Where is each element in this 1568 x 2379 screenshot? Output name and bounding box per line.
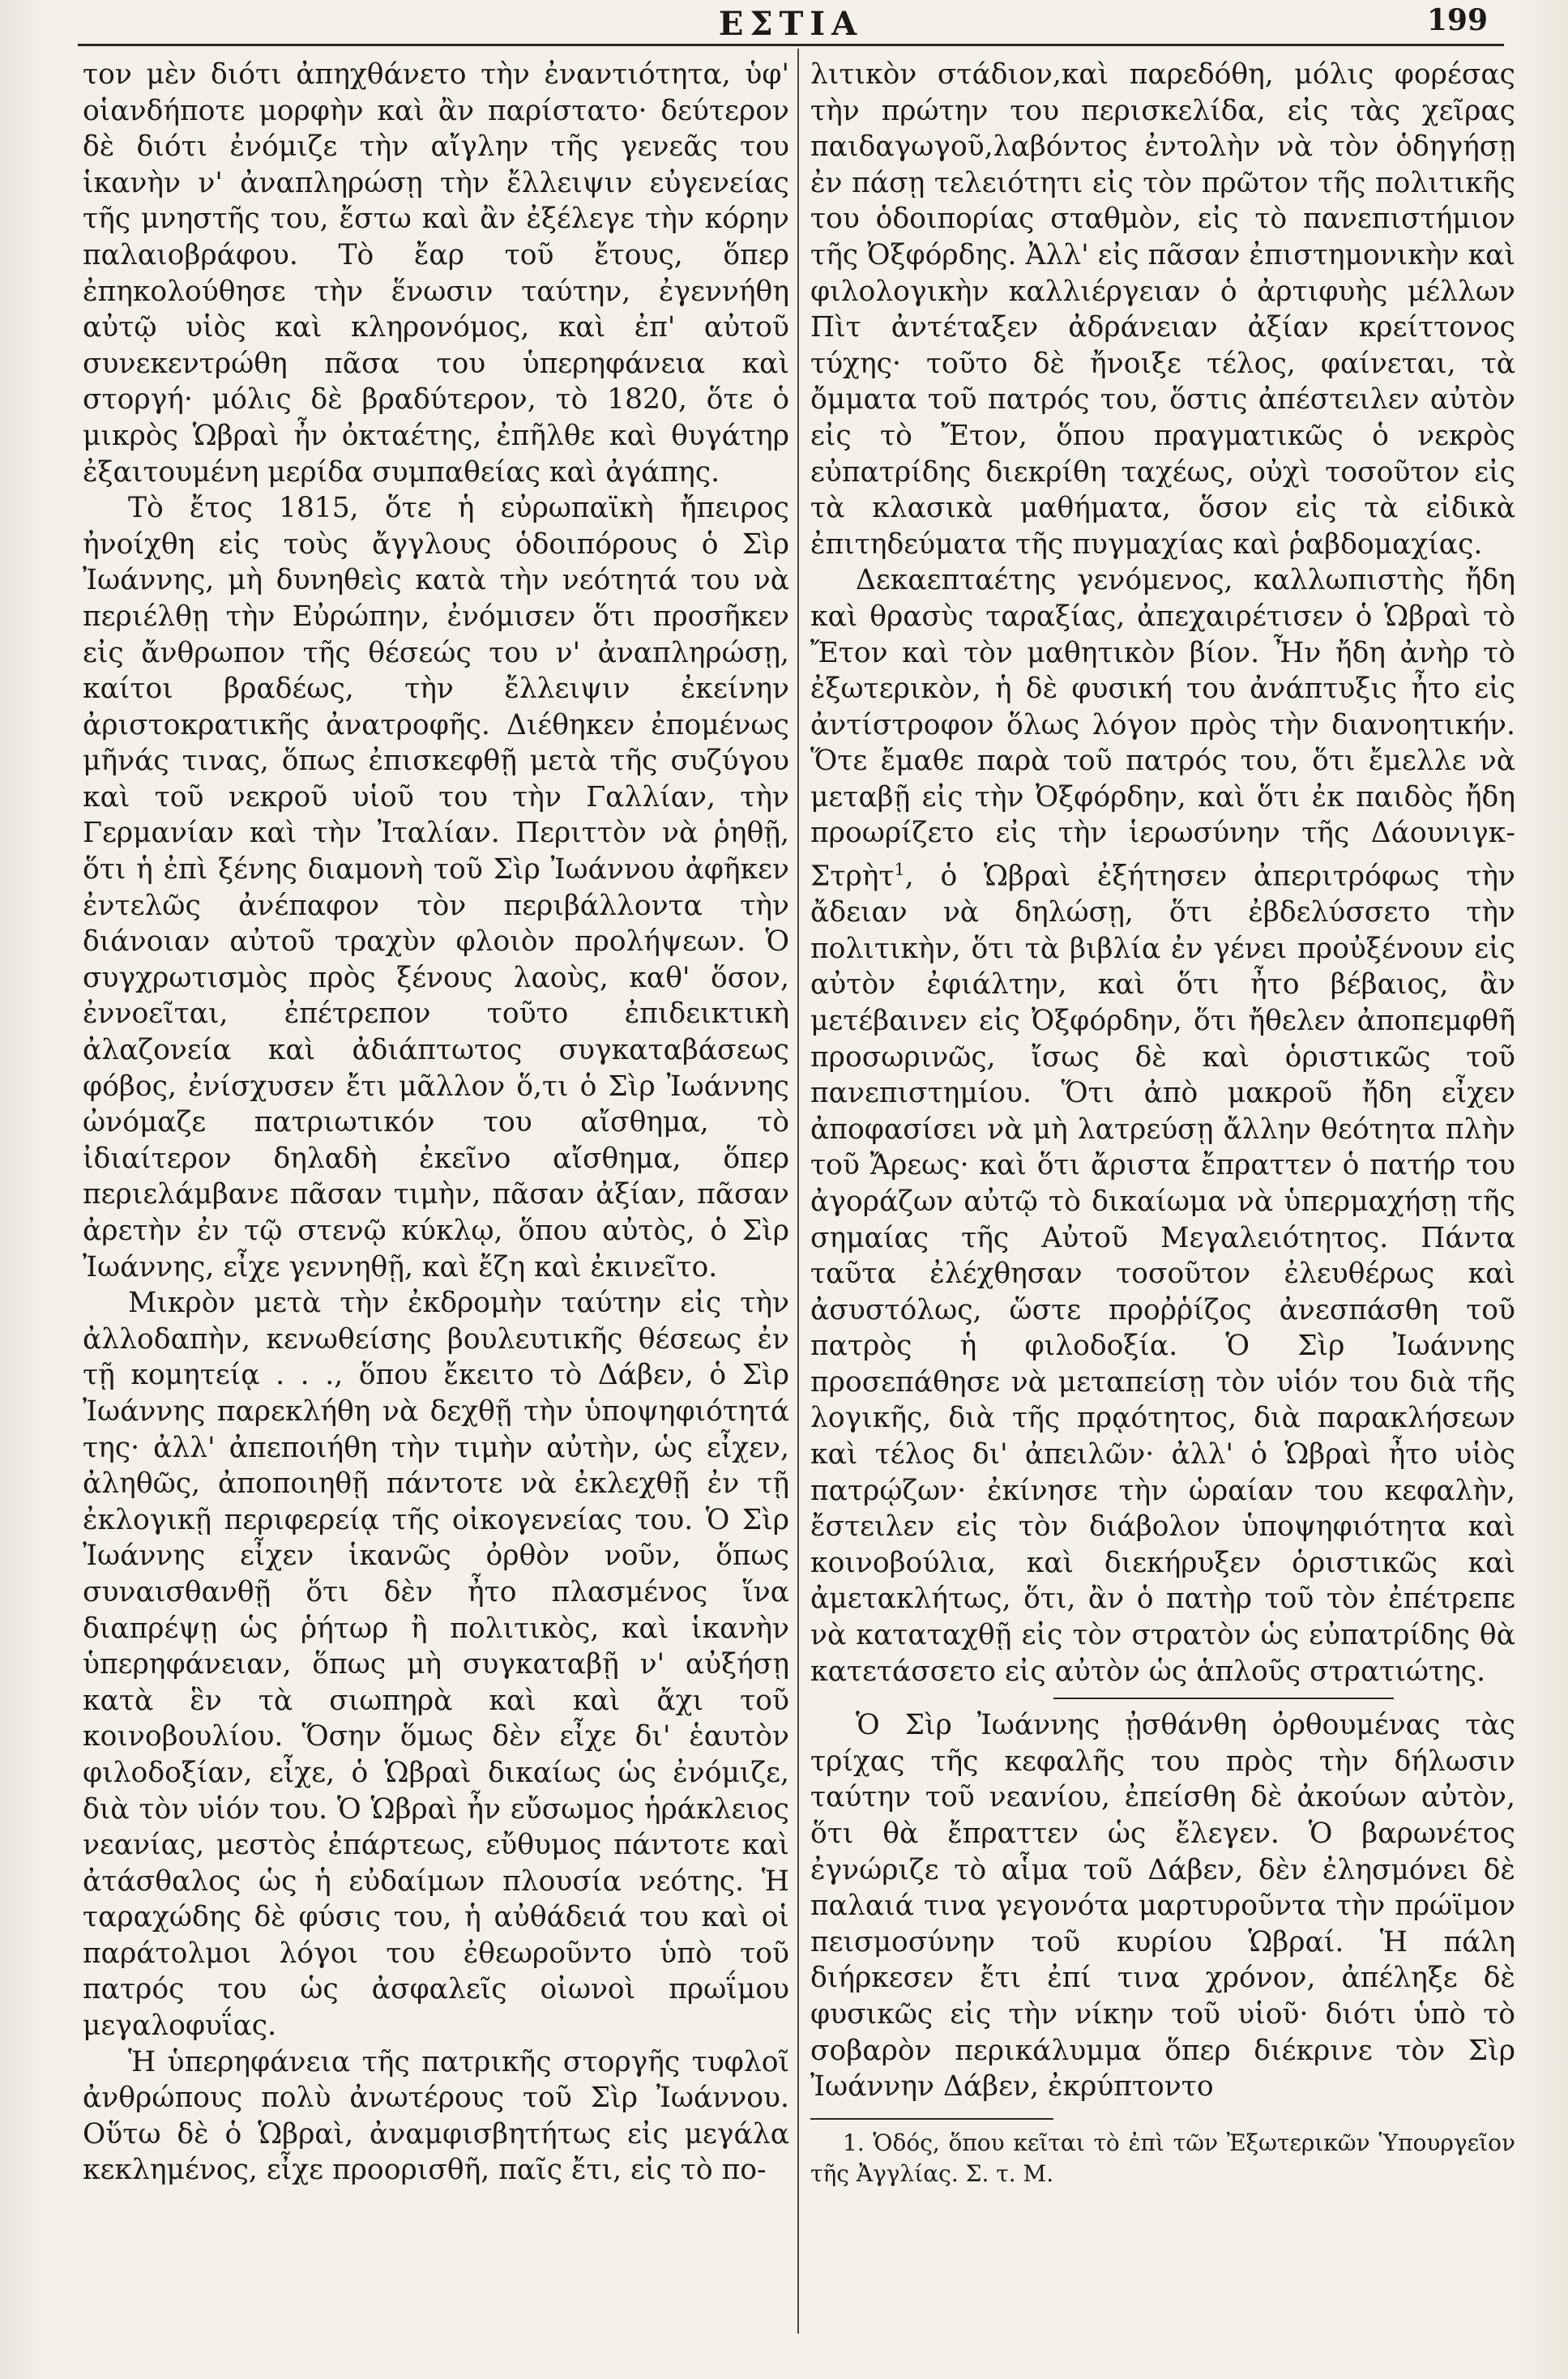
paragraph: Ἡ ὑπερηφάνεια τῆς πατρικῆς στοργῆς τυφλοῖ ἀνθρώπους πολὺ ἀνωτέρους τοῦ Σὶρ Ἰωάννου. Οὕτω δὲ ὁ Ὡβραὶ, ἀναμφισβητήτως εἰς μεγάλα κεκλημένος, εἶχε προορισθῆ, παῖς ἔτι, εἰς τὸ πο- [83, 2045, 789, 2187]
paragraph-text: Δεκαεπταέτης γενόμενος, καλλωπιστὴς ἤδη καὶ θρασὺς ταραξίας, ἀπεχαιρέτισεν ὁ Ὡβραὶ τὸ Ἔτον καὶ τὸν μαθητικὸν βίον. Ἦν ἤδη ἀνὴρ τὸ ἐξωτερικὸν, ἡ δὲ φυσική του ἀνάπτυξις ἦτο εἰς ἀντίστροφον ὅλως λόγον πρὸς τὴν διανοητικήν. Ὅτε ἔμαθε παρὰ τοῦ πατρός του, ὅτι ἔμελλε νὰ μεταβῇ εἰς τὴν Ὀξφόρδην, καὶ ὅτι ἐκ παιδὸς ἤδη προωρίζετο εἰς τὴν ἱερωσύνην τῆς Δάουνιγκ-Στρὴτ [810, 564, 1515, 893]
header-rule [78, 44, 1504, 46]
section-separator [1053, 1698, 1394, 1699]
paragraph: Τὸ ἔτος 1815, ὅτε ἡ εὐρωπαϊκὴ ἤπειρος ἠνοίχθη εἰς τοὺς ἄγγλους ὁδοιπόρους ὁ Σὶρ Ἰωάννης, μὴ δυνηθεὶς κατὰ τὴν νεότητά του νὰ περιέλθῃ τὴν Εὐρώπην, ἐνόμισεν ὅτι προσῆκεν εἰς ἄνθρωπον τῆς θέσεώς του ν' ἀναπληρώσῃ, καίτοι βραδέως, τὴν ἔλλειψιν ἐκείνην ἀριστοκρατικῆς ἀνατροφῆς. Διέθηκεν ἐπομένως μῆνάς τινας, ὅπως ἐπισκεφθῇ μετὰ τῆς συζύγου καὶ τοῦ νεκροῦ υἱοῦ του τὴν Γαλλίαν, τὴν Γερμανίαν καὶ τὴν Ἰταλίαν. Περιττὸν νὰ ῥηθῇ, ὅτι ἡ ἐπὶ ξένης διαμονὴ τοῦ Σὶρ Ἰωάννου ἀφῆκεν ἐντελῶς ἀνέπαφον τὸν περιβάλλοντα τὴν διάνοιαν αὐτοῦ τραχὺν φλοιὸν προλήψεων. Ὁ συγχρωτισμὸς πρὸς ξένους λαοὺς, καθ' ὅσον, ἐννοεῖται, ἐπέτρεπον τοῦτο ἐπιδεικτικὴ ἀλαζονεία καὶ ἀδιάπτωτος συγκαταβάσεως φόβος, ἐνίσχυσεν ἔτι μᾶλλον ὅ,τι ὁ Σὶρ Ἰωάννης ὠνόμαζε πατριωτικόν του αἴσθημα, τὸ ἰδιαίτερον δηλαδὴ ἐκεῖνο αἴσθημα, ὅπερ περιελάμβανε πᾶσαν τιμὴν, πᾶσαν ἀξίαν, πᾶσαν ἀρετὴν ἐν τῷ στενῷ κύκλῳ, ὅπου αὐτὸς, ὁ Σὶρ Ἰωάννης, εἶχε γεννηθῇ, καὶ ἔζη καὶ ἐκινεῖτο. [83, 492, 789, 1283]
publication-title: ΕΣΤΙΑ [718, 5, 864, 43]
paragraph: Μικρὸν μετὰ τὴν ἐκδρομὴν ταύτην εἰς τὴν ἀλλοδαπὴν, κενωθείσης βουλευτικῆς θέσεως ἐν τῇ κομητείᾳ . . ., ὅπου ἔκειτο τὸ Δάβεν, ὁ Σὶρ Ἰωάννης παρεκλήθη νὰ δεχθῇ τὴν ὑποψηφιότητά της· ἀλλ' ἀπεποιήθη τὴν τιμὴν αὐτὴν, ὡς εἶχεν, ἀληθῶς, ἀποποιηθῇ πάντοτε νὰ ἐκλεχθῇ ἐν τῇ ἐκλογικῇ περιφερείᾳ τῆς οἰκογενείας του. Ὁ Σὶρ Ἰωάννης εἶχεν ἱκανῶς ὀρθὸν νοῦν, ὅπως συναισθανθῇ ὅτι δὲν ἦτο πλασμένος ἵνα διαπρέψῃ ὡς ῥήτωρ ἢ πολιτικὸς, καὶ ἱκανὴν ὑπερηφάνειαν, ὅπως μὴ συγκαταβῇ ν' αὐξήσῃ κατὰ ἓν τὰ σιωπηρὰ καὶ καὶ ἄχι τοῦ κοινοβουλίου. Ὅσην ὅμως δὲν εἶχε δι' ἑαυτὸν φιλοδοξίαν, εἶχε, ὁ Ὡβραὶ δικαίως ὡς ἐνόμιζε, διὰ τὸν υἱόν του. Ὁ Ὡβραὶ ἦν εὔσωμος ἡράκλειος νεανίας, μεστὸς ἐπάρτεως, εὔθυμος πάντοτε καὶ ἀτάσθαλος ὡς ἡ εὐδαίμων πλουσία νεότης. Ἡ ταραχώδης δὲ φύσις του, ἡ αὐθάδειά του καὶ οἱ παράτολμοι λόγοι του ἐθεωροῦντο ὑπὸ τοῦ πατρός του ὡς ἀσφαλεῖς οἰωνοὶ πρωΐμου μεγαλοφυΐας. [83, 1287, 789, 2043]
paragraph: Ὁ Σὶρ Ἰωάννης ᾐσθάνθη ὀρθουμένας τὰς τρίχας τῆς κεφαλῆς του πρὸς τὴν δήλωσιν ταύτην τοῦ νεανίου, ἐπείσθη δὲ ἀκούων αὐτὸν, ὅτι θὰ ἔπραττεν ὡς ἔλεγεν. Ὁ βαρωνέτος ἐγνώριζε τὸ αἷμα τοῦ Δάβεν, δὲν ἐλησμόνει δὲ παλαιά τινα γεγονότα μαρτυροῦντα τὴν πρώϊμον πεισμοσύνην τοῦ κυρίου Ὡβραί. Ἡ πάλη διήρκεσεν ἔτι ἐπί τινα χρόνον, ἀπέληξε δὲ φυσικῶς εἰς τὴν νίκην τοῦ υἱοῦ· διότι ὑπὸ τὸ σοβαρὸν περικάλυμμα ὅπερ διέκρινε τὸν Σὶρ Ἰωάννην Δάβεν, ἐκρύπτοντο [810, 1709, 1515, 2104]
paragraph: τον μὲν διότι ἀπηχθάνετο τὴν ἐναντιότητα, ὑφ' οἱανδήποτε μορφὴν καὶ ἂν παρίστατο· δεύτερον δὲ διότι ἐνόμιζε τὴν αἴγλην τῆς γενεᾶς του ἱκανὴν ν' ἀναπληρώσῃ τὴν ἔλλειψιν εὐγενείας τῆς μνηστῆς του, ἔστω καὶ ἂν ἐξέλεγε τὴν κόρην παλαιοβράφου. Τὸ ἔαρ τοῦ ἔτους, ὅπερ ἐπηκολούθησε τὴν ἕνωσιν ταύτην, ἐγεννήθη αὐτῷ υἱὸς καὶ κληρονόμος, καὶ ἐπ' αὐτοῦ συνεκεντρώθη πᾶσα του ὑπερηφάνεια καὶ στοργή· μόλις δὲ βραδύτερον, τὸ 1820, ὅτε ὁ μικρὸς Ὡβραὶ ἦν ὀκταέτης, ἐπῆλθε καὶ θυγάτηρ ἐξαιτουμένη μερίδα συμπαθείας καὶ ἀγάπης. [83, 58, 789, 489]
footnote: 1. Ὁδός, ὅπου κεῖται τὸ ἐπὶ τῶν Ἐξωτερικῶν Ὑπουργεῖον τῆς Ἀγγλίας. Σ. τ. Μ. [810, 2129, 1515, 2187]
paragraph: λιτικὸν στάδιον,καὶ παρεδόθη, μόλις φορέσας τὴν πρώτην του περισκελίδα, εἰς τὰς χεῖρας παιδαγωγοῦ,λαβόντος ἐντολὴν νὰ τὸν ὁδηγήσῃ ἐν πάσῃ τελειότητι εἰς τὸν πρῶτον τῆς πολιτικῆς του ὁδοιπορίας σταθμὸν, εἰς τὸ πανεπιστήμιον τῆς Ὀξφόρδης. Ἀλλ' εἰς πᾶσαν ἐπιστημονικὴν καὶ φιλολογικὴν καλλιέργειαν ὁ ἀρτιφυὴς μέλλων Πὶτ ἀντέταξεν ἀδράνειαν ἀξίαν κρείττονος τύχης· τοῦτο δὲ ἤνοιξε τέλος, φαίνεται, τὰ ὄμματα τοῦ πατρός του, ὅστις ἀπέστειλεν αὐτὸν εἰς τὸ Ἔτον, ὅπου πραγματικῶς ὁ νεκρὸς εὐπατρίδης διεκρίθη ταχέως, οὐχὶ τοσοῦτον εἰς τὰ κλασικὰ μαθήματα, ὅσον εἰς τὰ εἰδικὰ ἐπιτηδεύματα τῆς πυγμαχίας καὶ ῥαβδομαχίας. [810, 58, 1515, 561]
right-column [810, 57, 1515, 2189]
footnote-rule [810, 2118, 1053, 2120]
paragraph [810, 562, 1515, 1689]
column-divider [797, 49, 799, 2334]
masthead [78, 0, 1504, 47]
footnote-marker: 1 [894, 860, 905, 880]
left-column [83, 57, 789, 2189]
paragraph-text: , ὁ Ὡβραὶ ἐξήτησεν ἀπεριτρόφως τὴν ἄδειαν νὰ δηλώσῃ, ὅτι ἐβδελύσσετο τὴν πολιτικὴν, ὅτι τὰ βιβλία ἐν γένει προὐξένουν εἰς αὐτὸν ἐφιάλτην, καὶ ὅτι ἦτο βέβαιος, ἂν μετέβαινεν εἰς Ὀξφόρδην, ὅτι ἤθελεν ἀποπεμφθῆ προσωρινῶς, ἴσως δὲ καὶ ὁριστικῶς τοῦ πανεπιστημίου. Ὅτι ἀπὸ μακροῦ ἤδη εἶχεν ἀποφασίσει νὰ μὴ λατρεύσῃ ἄλλην θεότητα πλὴν τοῦ Ἄρεως· καὶ ὅτι ἄριστα ἔπραττεν ὁ πατήρ του ἀγοράζων αὐτῷ τὸ δικαίωμα νὰ ὑπερμαχήσῃ τῆς σημαίας τῆς Αὐτοῦ Μεγαλειότητος. Πάντα ταῦτα ἐλέχθησαν τοσοῦτον ἐλευθέρως καὶ ἀσυστόλως, ὥστε προῤῥίζος ἀνεσπάσθη τοῦ πατρὸς ἡ φιλοδοξία. Ὁ Σὶρ Ἰωάννης προσεπάθησε νὰ μεταπείσῃ τὸν υἱόν του διὰ τῆς λογικῆς, διὰ τῆς πρᾳότητος, διὰ παρακλήσεων καὶ τέλος δι' ἀπειλῶν· ἀλλ' ὁ Ὡβραὶ ἦτο υἱὸς πατρῴζων· ἐκίνησε τὴν ὡραίαν του κεφαλὴν, ἔστειλεν εἰς τὸν διάβολον ὑποψηφιότητα καὶ κοινοβούλια, καὶ διεκήρυξεν ὁριστικῶς καὶ ἀμετακλήτως, ὅτι, ἂν ὁ πατὴρ τοῦ τὸν ἐπέτρεπε νὰ καταταχθῇ εἰς τὸν στρατὸν ὡς εὐπατρίδης θὰ κατετάσσετο εἰς αὐτὸν ὡς ἁπλοῦς στρατιώτης. [810, 860, 1515, 1688]
page-number: 199 [1426, 3, 1488, 37]
